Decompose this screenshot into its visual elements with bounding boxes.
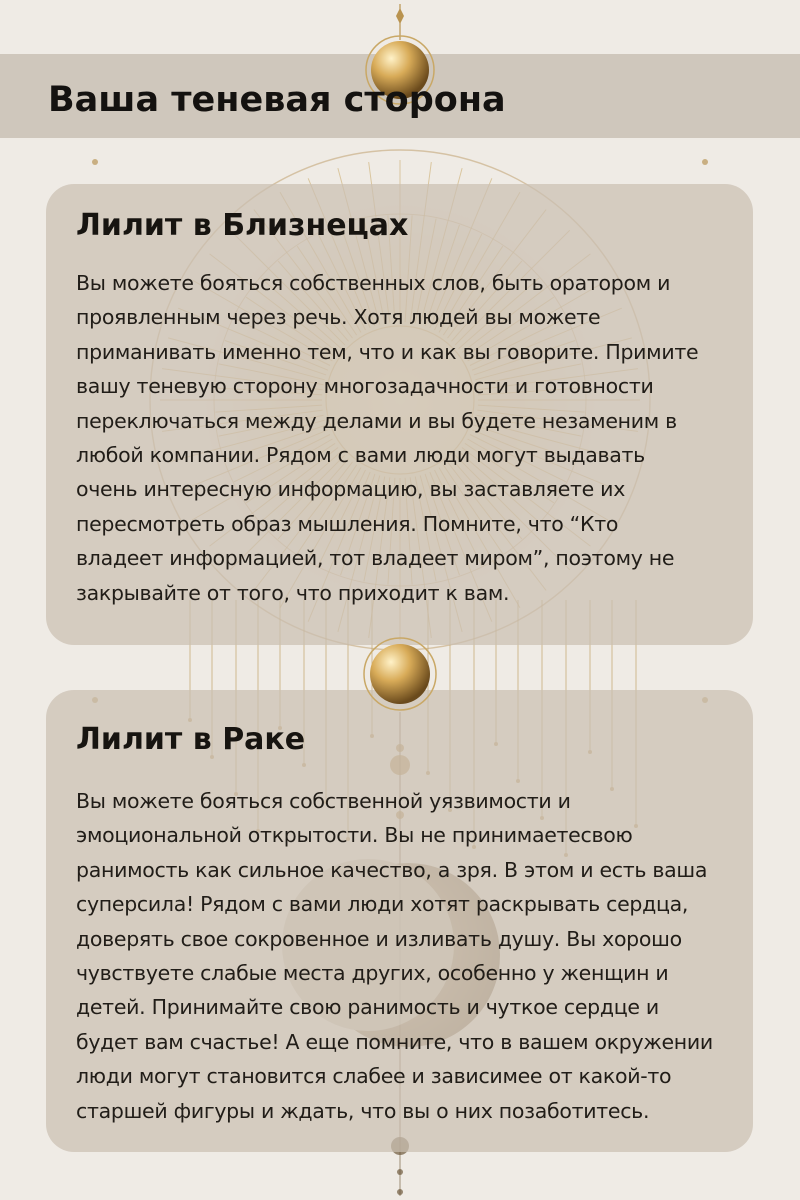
text-line: любой компании. Рядом с вами люди могут выдавать bbox=[76, 443, 645, 468]
text-line: Вы можете бояться собственной уязвимости и bbox=[76, 789, 571, 813]
text-line: эмоциональной открытости. Вы не принимаетесвою bbox=[76, 823, 633, 848]
section-title: Лилит в Раке bbox=[76, 722, 306, 757]
text-line: владеет информацией, тот владеет миром”, поэтому не bbox=[76, 546, 675, 571]
text-line: пересмотреть образ мышления. Помните, что “Кто bbox=[76, 511, 619, 536]
page-title: Ваша теневая сторона bbox=[48, 80, 506, 120]
text-line: люди могут становится слабее и зависимее от какой-то bbox=[76, 1064, 672, 1089]
text-line: доверять свое сокровенное и изливать душу. Вы хорошо bbox=[76, 926, 682, 951]
lilith-gemini-card bbox=[46, 184, 753, 645]
text-line: переключаться между делами и вы будете незаменим в bbox=[76, 408, 677, 433]
text-line: Вы можете бояться собственных слов, быть оратором и bbox=[76, 271, 671, 295]
text-line: закрывайте от того, что приходит к вам. bbox=[76, 580, 510, 605]
section-body bbox=[76, 784, 733, 1128]
text-line: приманивать именно тем, что и как вы говорите. Примите bbox=[76, 339, 699, 364]
text-line: чувствуете слабые места других, особенно у женщин и bbox=[76, 961, 669, 986]
text-line: проявленным через речь. Хотя людей вы можете bbox=[76, 305, 601, 330]
gold-sphere-icon bbox=[362, 636, 438, 712]
text-line: вашу теневую сторону многозадачности и готовности bbox=[76, 374, 654, 399]
text-line: детей. Принимайте свою ранимость и чуткое сердце и bbox=[76, 995, 659, 1020]
text-line: суперсила! Рядом с вами люди хотят раскрывать сердца, bbox=[76, 892, 689, 917]
text-line: старшей фигуры и ждать, что вы о них позаботитесь. bbox=[76, 1098, 650, 1123]
section-body bbox=[76, 266, 733, 610]
lilith-cancer-card bbox=[46, 690, 753, 1152]
section-title: Лилит в Близнецах bbox=[76, 208, 409, 243]
text-line: будет вам счастье! А еще помните, что в вашем окружении bbox=[76, 1029, 713, 1054]
text-line: очень интересную информацию, вы заставляете их bbox=[76, 477, 626, 502]
text-line: ранимость как сильное качество, а зря. В этом и есть ваша bbox=[76, 857, 708, 882]
